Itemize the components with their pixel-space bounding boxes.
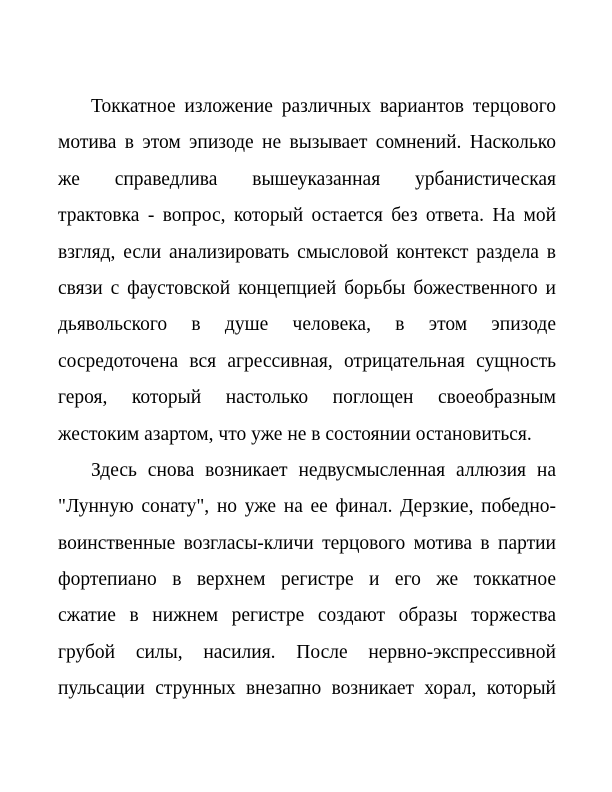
- text-line: связи с фаустовской концепцией борьбы божественного и: [58, 277, 556, 299]
- text-line: пульсации струнных внезапно возникает хорал, который: [58, 678, 556, 700]
- text-line: воинственные возгласы-кличи терцового мотива в партии: [58, 532, 556, 554]
- text-line: жестоким азартом, что уже не в состоянии остановиться.: [58, 423, 532, 445]
- body-text: [58, 89, 556, 708]
- text-line: дьявольского в душе человека, в этом эпизоде: [58, 314, 556, 336]
- text-line: Токкатное изложение различных вариантов терцового: [91, 96, 556, 117]
- text-line: взгляд, если анализировать смысловой контекст раздела в: [58, 241, 556, 263]
- text-line: сосредоточена вся агрессивная, отрицательная сущность: [58, 350, 556, 372]
- text-line: грубой силы, насилия. После нервно-экспрессивной: [58, 641, 556, 663]
- text-line: мотива в этом эпизоде не вызывает сомнений. Насколько: [58, 132, 556, 154]
- text-line: сжатие в нижнем регистре создают образы торжества: [58, 605, 556, 627]
- text-line: фортепиано в верхнем регистре и его же токкатное: [58, 569, 556, 591]
- paragraph-2: [58, 453, 556, 708]
- paragraph-1: [58, 89, 556, 453]
- text-line: "Лунную сонату", но уже на ее финал. Дерзкие, победно-: [58, 496, 556, 518]
- text-line: героя, который настолько поглощен своеобразным: [58, 387, 556, 409]
- text-line: трактовка - вопрос, который остается без ответа. На мой: [58, 205, 556, 227]
- text-line: Здесь снова возникает недвусмысленная аллюзия на: [91, 459, 556, 481]
- text-line: же справедлива вышеуказанная урбанистическая: [58, 168, 556, 190]
